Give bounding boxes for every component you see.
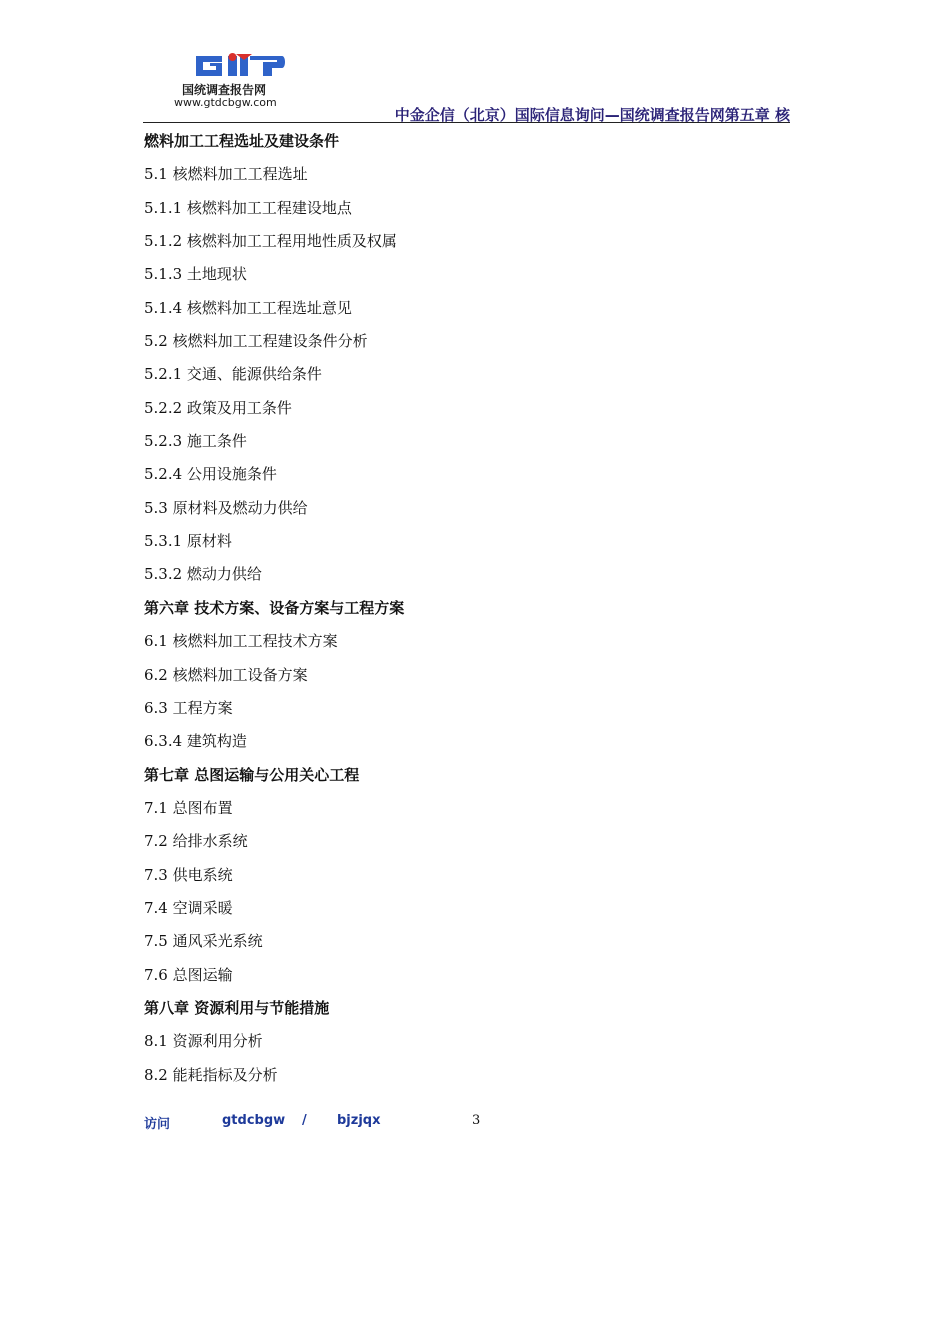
toc-entry: 8.2 能耗指标及分析 — [144, 1065, 278, 1084]
toc-entry: 5.2.4 公用设施条件 — [144, 465, 277, 484]
toc-entry: 5.2 核燃料加工工程建设条件分析 — [144, 332, 368, 351]
toc-entry: 7.1 总图布置 — [144, 798, 233, 817]
footer-path-link[interactable]: bjzjqx — [337, 1113, 381, 1128]
logo-chinese-text: 国统调查报告网 — [182, 83, 267, 97]
toc-entry: 7.6 总图运输 — [144, 965, 233, 984]
page-number: 3 — [472, 1113, 481, 1128]
toc-entry: 5.3.2 燃动力供给 — [144, 565, 262, 584]
toc-entry: 5.2.3 施工条件 — [144, 432, 247, 451]
toc-entry: 5.2.2 政策及用工条件 — [144, 398, 292, 417]
toc-entry: 6.2 核燃料加工设备方案 — [144, 665, 308, 684]
toc-entry: 5.1.3 土地现状 — [144, 265, 247, 284]
toc-entry: 5.1 核燃料加工工程选址 — [144, 165, 308, 184]
toc-chapter-heading: 燃料加工工程选址及建设条件 — [144, 132, 340, 150]
header-title: 中金企信（北京）国际信息询问—国统调查报告网第五章 核 — [394, 106, 790, 124]
toc-entry: 7.4 空调采暖 — [144, 898, 233, 917]
toc-entry: 5.3.1 原材料 — [144, 532, 232, 551]
site-logo — [174, 52, 304, 112]
toc-chapter-heading: 第七章 总图运输与公用关心工程 — [144, 765, 360, 784]
toc-chapter-heading: 第六章 技术方案、设备方案与工程方案 — [144, 598, 405, 617]
toc-entry: 5.1.4 核燃料加工工程选址意见 — [144, 298, 352, 317]
toc-entry: 5.1.1 核燃料加工工程建设地点 — [144, 198, 352, 217]
logo-url-text: www.gtdcbgw.com — [174, 96, 277, 109]
footer-site-link[interactable]: gtdcbgw — [222, 1113, 286, 1128]
toc-entry: 7.5 通风采光系统 — [144, 932, 263, 951]
gir-logo-icon — [192, 52, 288, 80]
toc-entry: 6.1 核燃料加工工程技术方案 — [144, 632, 338, 651]
toc-entry: 6.3.4 建筑构造 — [144, 732, 247, 751]
footer-slash: / — [302, 1113, 307, 1128]
toc-entry: 5.2.1 交通、能源供给条件 — [144, 365, 322, 384]
toc-chapter-heading: 第八章 资源利用与节能措施 — [144, 998, 330, 1017]
toc-entry: 6.3 工程方案 — [144, 698, 233, 717]
table-of-contents — [144, 128, 844, 1095]
toc-entry: 8.1 资源利用分析 — [144, 1032, 263, 1051]
toc-entry: 7.3 供电系统 — [144, 865, 233, 884]
toc-entry: 5.1.2 核燃料加工工程用地性质及权属 — [144, 232, 397, 251]
toc-entry: 5.3 原材料及燃动力供给 — [144, 498, 308, 517]
toc-entry: 7.2 给排水系统 — [144, 832, 248, 851]
footer — [144, 1113, 544, 1133]
footer-visit-label: 访问 — [144, 1117, 171, 1132]
header-divider — [143, 122, 790, 123]
